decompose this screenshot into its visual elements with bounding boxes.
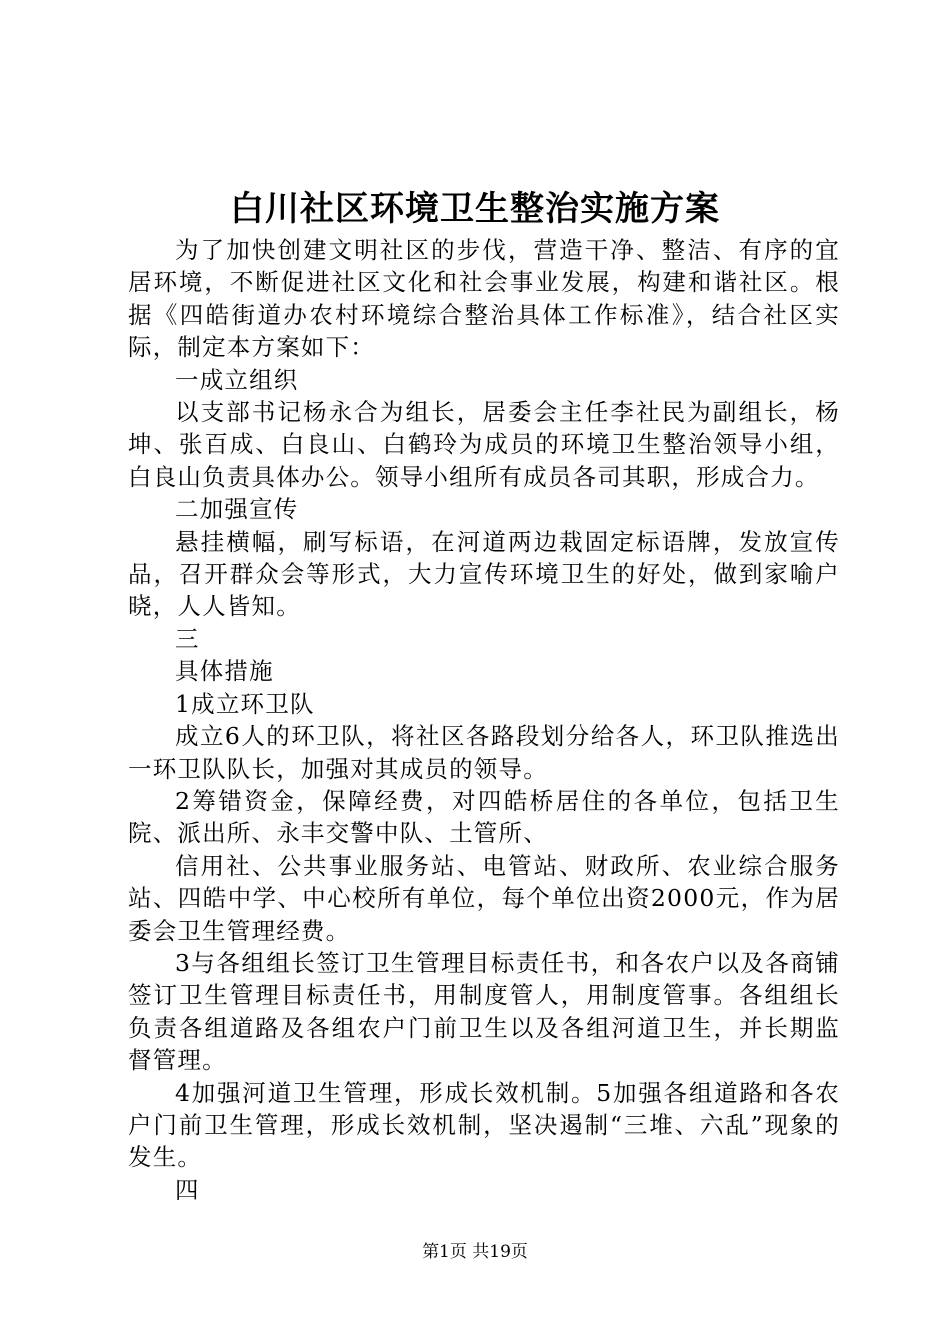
measure-heading-1: 1成立环卫队 [175, 689, 315, 718]
paragraph-organization: 以支部书记杨永合为组长，居委会主任李社民为副组长，杨坤、张百成、白良山、白鹤玲为成员的环境卫生整治领导小组，白良山负责具体办公。领导小组所有成员各司其职，形成合力。 [128, 398, 840, 491]
section-number-4: 四 [175, 1175, 200, 1204]
paragraph-measure-1: 成立6人的环卫队，将社区各路段划分给各人，环卫队推选出一环卫队队长，加强对其成员的领导。 [128, 722, 840, 783]
paragraph-intro: 为了加快创建文明社区的步伐，营造干净、整洁、有序的宜居环境，不断促进社区文化和社会事业发展，构建和谐社区。根据《四皓街道办农村环境综合整治具体工作标准》，结合社区实际，制定本方案如下： [128, 236, 840, 362]
paragraph-publicity: 悬挂横幅，刷写标语，在河道两边栽固定标语牌，发放宣传品，召开群众会等形式，大力宣传环境卫生的好处，做到家喻户晓，人人皆知。 [128, 527, 840, 621]
paragraph-measure-2: 2筹错资金，保障经费，对四皓桥居住的各单位，包括卫生院、派出所、永丰交警中队、土管所、 [128, 786, 840, 848]
page-footer: 第1页 共19页 [422, 1242, 528, 1262]
paragraph-measure-2-cont: 信用社、公共事业服务站、电管站、财政所、农业综合服务站、四皓中学、中心校所有单位，每个单位出资2000元，作为居委会卫生管理经费。 [128, 851, 840, 945]
document-title: 白川社区环境卫生整治实施方案 [230, 189, 720, 229]
section-heading-1: 一成立组织 [175, 365, 299, 394]
section-heading-2: 二加强宣传 [175, 495, 299, 524]
document-body [128, 234, 840, 1206]
section-number-3: 三 [175, 624, 200, 653]
paragraph-measure-4-5: 4加强河道卫生管理，形成长效机制。5加强各组道路和各农户门前卫生管理，形成长效机制，坚决遏制“三堆、六乱”现象的发生。 [128, 1078, 840, 1172]
paragraph-measure-3: 3与各组组长签订卫生管理目标责任书，和各农户以及各商铺签订卫生管理目标责任书，用制度管人，用制度管事。各组组长负责各组道路及各组农户门前卫生以及各组河道卫生，并长期监督管理。 [128, 948, 840, 1075]
section-heading-3: 具体措施 [175, 657, 274, 686]
